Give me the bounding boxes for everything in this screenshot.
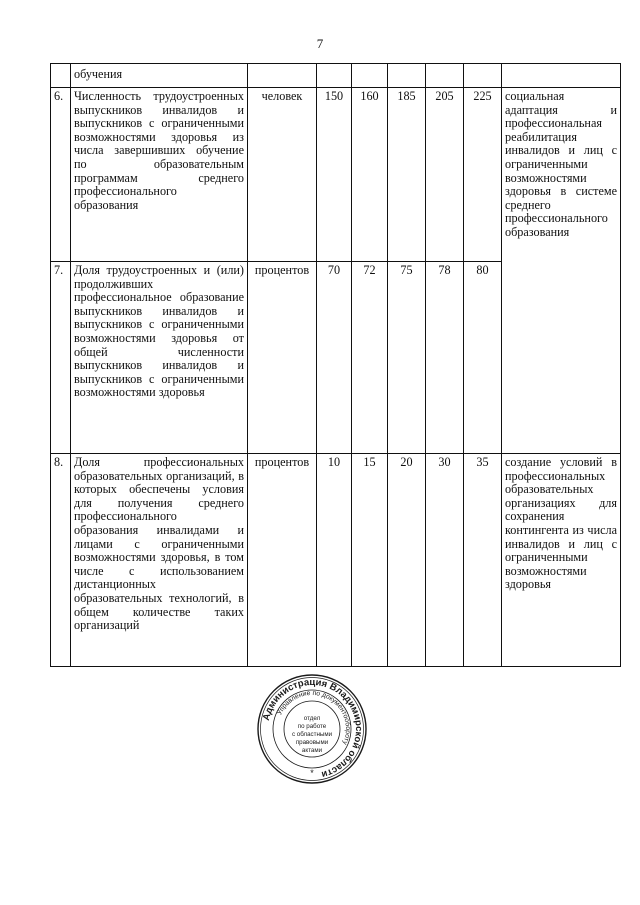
table-row	[51, 454, 621, 667]
value-cell: 225	[464, 88, 502, 262]
value-cell: 160	[352, 88, 388, 262]
stamp-center-line: отдел	[303, 715, 321, 722]
value-cell: 185	[388, 88, 426, 262]
value-cell: 30	[426, 454, 464, 667]
continuation-row	[51, 64, 621, 88]
stamp-center-line: правовыми	[295, 739, 329, 746]
unit-cell: процентов	[248, 262, 317, 454]
stamp-center-line: с областными	[291, 731, 333, 738]
stamp-seal	[256, 673, 368, 785]
value-cell: 35	[464, 454, 502, 667]
value-cell: 75	[388, 262, 426, 454]
value-cell: 10	[317, 454, 352, 667]
row-number: 7.	[51, 262, 71, 454]
indicator-name: Доля трудоустроенных и (или) продолживших профессиональное образование выпускников инвалидов и выпускников с ограниченными возможностями здоровья от общей численности выпускников инвалидов и выпускников с ограниченными возможностями здоровья	[71, 262, 248, 454]
value-cell: 80	[464, 262, 502, 454]
row-number: 8.	[51, 454, 71, 667]
stamp-center-line: актами	[301, 747, 323, 754]
official-stamp	[256, 673, 368, 785]
table-row	[51, 88, 621, 262]
value-cell: 70	[317, 262, 352, 454]
indicator-name: Доля профессиональных образовательных организаций, в которых обеспечены условия для получения среднего профессионального образования инвалидами и лицами с ограниченными возможностями здоровья, в том числе с использованием дистанционных образовательных технологий, в общем количестве таких организаций	[71, 454, 248, 667]
note-cell: создание условий в профессиональных образовательных организациях для сохранения контингента из числа инвалидов и лиц с ограниченными возможностями здоровья	[502, 454, 621, 667]
value-cell: 15	[352, 454, 388, 667]
value-cell: 205	[426, 88, 464, 262]
value-cell: 78	[426, 262, 464, 454]
unit-cell: процентов	[248, 454, 317, 667]
value-cell: 150	[317, 88, 352, 262]
stamp-outer-text: Администрация Владимирской области	[260, 676, 365, 780]
row-number: 6.	[51, 88, 71, 262]
stamp-center-line: по работе	[297, 723, 327, 730]
stamp-inner-text: Управление по документообороту	[276, 689, 352, 746]
indicators-table	[50, 63, 621, 667]
unit-cell: человек	[248, 88, 317, 262]
value-cell: 72	[352, 262, 388, 454]
indicator-name: Численность трудоустроенных выпускников инвалидов и выпускников с ограниченными возможностями здоровья из числа завершивших обучение по образовательным программам среднего профессионального образования	[71, 88, 248, 262]
value-cell: 20	[388, 454, 426, 667]
note-cell: социальная адаптация и профессиональная реабилитация инвалидов и лиц с ограниченными возможностями здоровья в системе среднего профессионального образования	[502, 88, 621, 454]
continuation-text: обучения	[71, 64, 248, 88]
stamp-star-icon: *	[310, 768, 314, 778]
page-number: 7	[316, 36, 324, 51]
